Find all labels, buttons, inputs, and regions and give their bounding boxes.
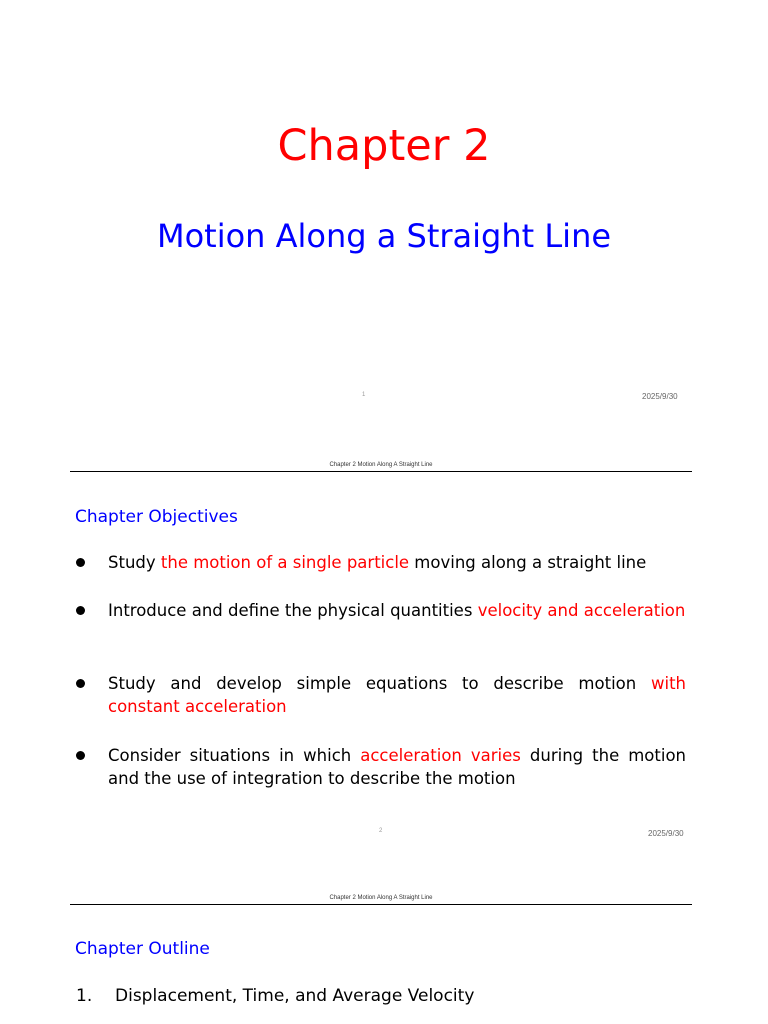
objective-highlight: velocity and acceleration	[477, 601, 686, 620]
bullet-icon	[76, 558, 85, 567]
objective-item	[108, 744, 686, 790]
page-date: 2025/9/30	[642, 392, 678, 401]
objective-item	[108, 551, 686, 574]
slide-header: Chapter 2 Motion Along A Straight Line	[329, 895, 433, 901]
header-divider	[70, 471, 692, 472]
slide-header: Chapter 2 Motion Along A Straight Line	[329, 462, 433, 468]
page-number: 2	[379, 828, 383, 834]
section-heading: Chapter Outline	[75, 939, 210, 959]
outline-item-text: Displacement, Time, and Average Velocity	[115, 986, 475, 1006]
objective-item	[108, 599, 686, 622]
bullet-icon	[76, 679, 85, 688]
bullet-icon	[76, 606, 85, 615]
header-divider	[70, 904, 692, 905]
objective-highlight: with constant acceleration	[108, 674, 686, 716]
objective-text: moving along a straight line	[409, 553, 647, 572]
bullet-icon	[76, 751, 85, 760]
objective-item	[108, 672, 686, 718]
objective-text: Study and develop simple equations to describe motion	[108, 674, 651, 693]
page-number: 1	[362, 392, 366, 398]
slide-subtitle: Motion Along a Straight Line	[156, 217, 612, 255]
objective-text: Consider situations in which	[108, 746, 361, 765]
objective-text: Study	[108, 553, 161, 572]
objective-text: Introduce and define the physical quantities	[108, 601, 478, 620]
objective-highlight: acceleration varies	[360, 746, 521, 765]
objective-text: during the motion and the use of integration to describe the motion	[108, 746, 686, 788]
page-date: 2025/9/30	[648, 829, 684, 838]
objective-highlight: the motion of a single particle	[160, 553, 410, 572]
section-heading: Chapter Objectives	[75, 507, 238, 527]
slide-title: Chapter 2	[277, 121, 491, 171]
outline-item-number: 1.	[76, 986, 93, 1006]
